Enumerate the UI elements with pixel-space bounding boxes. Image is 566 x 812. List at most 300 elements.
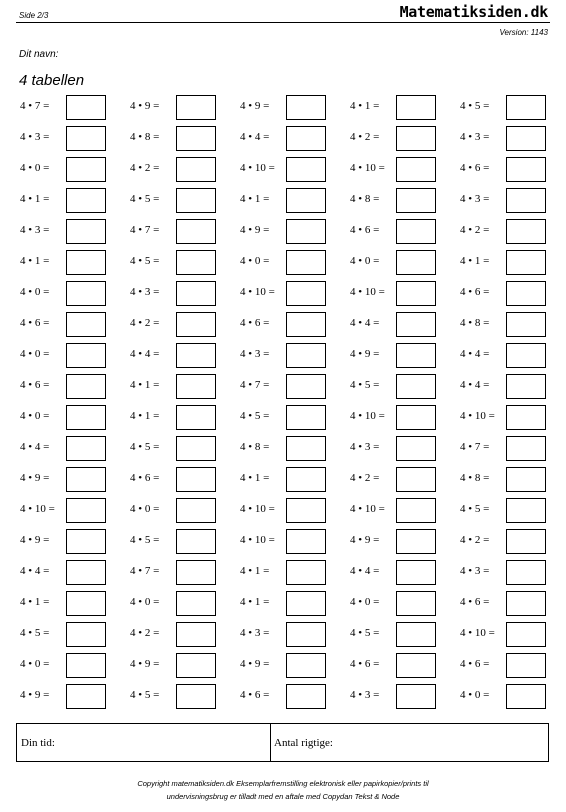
answer-box[interactable] [396,250,436,275]
exercise-cell [348,651,448,678]
exercise-row [0,372,566,403]
exercise-cell [128,248,228,275]
exercise-cell [18,93,118,120]
exercise-cell [18,620,118,647]
exercise-row [0,651,566,682]
answer-box[interactable] [286,374,326,399]
exercise-row [0,527,566,558]
exercise-cell [18,403,118,430]
exercise-expression: 4 • 3 = [460,131,490,143]
answer-box[interactable] [66,405,106,430]
exercise-expression: 4 • 1 = [130,379,160,391]
answer-box[interactable] [176,436,216,461]
answer-box[interactable] [396,684,436,709]
answer-box[interactable] [176,653,216,678]
exercise-cell [458,434,558,461]
answer-box[interactable] [396,436,436,461]
exercise-cell [238,310,338,337]
exercise-cell [238,124,338,151]
exercise-cell [348,124,448,151]
answer-box[interactable] [66,95,106,120]
exercise-expression: 4 • 8 = [460,472,490,484]
exercise-expression: 4 • 2 = [350,472,380,484]
exercise-cell [128,651,228,678]
answer-box[interactable] [286,95,326,120]
time-label: Din tid: [21,737,55,749]
exercise-cell [128,93,228,120]
exercise-expression: 4 • 2 = [130,627,160,639]
answer-box[interactable] [506,529,546,554]
exercise-cell [458,682,558,709]
exercise-cell [458,310,558,337]
exercise-cell [348,93,448,120]
exercise-cell [348,310,448,337]
exercise-cell [128,310,228,337]
exercise-cell [458,651,558,678]
exercise-expression: 4 • 1 = [240,193,270,205]
exercise-expression: 4 • 10 = [350,410,385,422]
exercise-cell [458,403,558,430]
exercise-cell [128,372,228,399]
exercise-expression: 4 • 3 = [240,348,270,360]
exercise-row [0,496,566,527]
answer-box[interactable] [66,219,106,244]
answer-box[interactable] [506,250,546,275]
exercise-expression: 4 • 10 = [240,534,275,546]
name-label: Dit navn: [19,49,59,60]
answer-box[interactable] [286,560,326,585]
exercise-cell [18,310,118,337]
exercise-expression: 4 • 1 = [20,596,50,608]
exercise-expression: 4 • 0 = [130,596,160,608]
answer-box[interactable] [286,343,326,368]
answer-box[interactable] [396,405,436,430]
answer-box[interactable] [176,374,216,399]
exercise-cell [18,341,118,368]
answer-box[interactable] [506,126,546,151]
exercise-expression: 4 • 5 = [350,627,380,639]
answer-box[interactable] [176,126,216,151]
exercise-cell [18,465,118,492]
correct-count-label: Antal rigtige: [274,737,333,749]
exercise-cell [458,589,558,616]
exercise-expression: 4 • 4 = [240,131,270,143]
exercise-cell [238,682,338,709]
exercise-expression: 4 • 0 = [460,689,490,701]
answer-box[interactable] [396,95,436,120]
answer-box[interactable] [176,312,216,337]
exercise-expression: 4 • 6 = [20,317,50,329]
answer-box[interactable] [286,157,326,182]
exercise-cell [238,465,338,492]
exercise-expression: 4 • 9 = [240,224,270,236]
answer-box[interactable] [286,591,326,616]
exercise-expression: 4 • 0 = [20,348,50,360]
exercise-cell [128,620,228,647]
answer-box[interactable] [506,374,546,399]
exercise-expression: 4 • 1 = [240,472,270,484]
exercise-expression: 4 • 8 = [240,441,270,453]
exercise-grid [0,93,566,713]
exercise-expression: 4 • 4 = [460,348,490,360]
answer-box[interactable] [396,157,436,182]
footer-box [16,723,549,762]
exercise-cell [458,248,558,275]
exercise-cell [348,558,448,585]
exercise-cell [238,248,338,275]
exercise-cell [348,217,448,244]
answer-box[interactable] [506,281,546,306]
exercise-cell [18,248,118,275]
exercise-row [0,589,566,620]
exercise-expression: 4 • 6 = [350,658,380,670]
exercise-expression: 4 • 1 = [20,255,50,267]
exercise-expression: 4 • 9 = [20,689,50,701]
answer-box[interactable] [66,684,106,709]
answer-box[interactable] [66,312,106,337]
answer-box[interactable] [396,498,436,523]
exercise-cell [458,217,558,244]
exercise-cell [128,434,228,461]
answer-box[interactable] [66,281,106,306]
exercise-expression: 4 • 9 = [130,100,160,112]
answer-box[interactable] [506,188,546,213]
exercise-row [0,682,566,713]
exercise-cell [238,372,338,399]
exercise-expression: 4 • 2 = [350,131,380,143]
exercise-cell [238,527,338,554]
exercise-cell [348,186,448,213]
exercise-expression: 4 • 10 = [20,503,55,515]
exercise-cell [18,558,118,585]
answer-box[interactable] [286,436,326,461]
exercise-cell [348,155,448,182]
answer-box[interactable] [396,653,436,678]
answer-box[interactable] [396,312,436,337]
answer-box[interactable] [286,405,326,430]
exercise-cell [238,651,338,678]
exercise-expression: 4 • 5 = [130,193,160,205]
exercise-cell [18,279,118,306]
answer-box[interactable] [506,653,546,678]
exercise-expression: 4 • 1 = [350,100,380,112]
answer-box[interactable] [286,467,326,492]
exercise-expression: 4 • 1 = [240,596,270,608]
exercise-expression: 4 • 10 = [460,627,495,639]
exercise-cell [458,527,558,554]
exercise-expression: 4 • 8 = [350,193,380,205]
answer-box[interactable] [286,622,326,647]
exercise-expression: 4 • 6 = [460,162,490,174]
exercise-expression: 4 • 6 = [20,379,50,391]
exercise-expression: 4 • 3 = [20,131,50,143]
exercise-cell [348,527,448,554]
exercise-expression: 4 • 10 = [240,286,275,298]
answer-box[interactable] [286,653,326,678]
exercise-cell [348,589,448,616]
answer-box[interactable] [176,250,216,275]
answer-box[interactable] [176,591,216,616]
exercise-expression: 4 • 6 = [350,224,380,236]
exercise-expression: 4 • 0 = [240,255,270,267]
exercise-expression: 4 • 9 = [240,100,270,112]
answer-box[interactable] [176,95,216,120]
exercise-expression: 4 • 5 = [130,689,160,701]
exercise-cell [18,434,118,461]
exercise-expression: 4 • 10 = [460,410,495,422]
answer-box[interactable] [66,529,106,554]
answer-box[interactable] [506,684,546,709]
answer-box[interactable] [176,281,216,306]
copyright-line-2: undervisningsbrug er tilladt med en aftale med Copydan Tekst & Node [166,792,400,801]
exercise-expression: 4 • 0 = [20,410,50,422]
exercise-cell [458,558,558,585]
exercise-expression: 4 • 0 = [350,255,380,267]
exercise-expression: 4 • 3 = [350,441,380,453]
exercise-expression: 4 • 5 = [240,410,270,422]
exercise-expression: 4 • 10 = [240,162,275,174]
answer-box[interactable] [176,219,216,244]
exercise-expression: 4 • 5 = [350,379,380,391]
exercise-expression: 4 • 3 = [130,286,160,298]
answer-box[interactable] [176,467,216,492]
exercise-expression: 4 • 6 = [460,596,490,608]
answer-box[interactable] [176,157,216,182]
answer-box[interactable] [176,529,216,554]
exercise-cell [128,341,228,368]
exercise-cell [238,496,338,523]
answer-box[interactable] [176,684,216,709]
answer-box[interactable] [506,591,546,616]
exercise-cell [238,341,338,368]
exercise-cell [128,589,228,616]
answer-box[interactable] [286,312,326,337]
exercise-cell [128,124,228,151]
exercise-expression: 4 • 4 = [350,565,380,577]
exercise-cell [128,279,228,306]
exercise-cell [458,372,558,399]
answer-box[interactable] [506,467,546,492]
answer-box[interactable] [286,126,326,151]
answer-box[interactable] [176,188,216,213]
exercise-expression: 4 • 0 = [130,503,160,515]
answer-box[interactable] [506,95,546,120]
answer-box[interactable] [396,219,436,244]
answer-box[interactable] [506,498,546,523]
worksheet-title: 4 tabellen [19,72,85,89]
answer-box[interactable] [286,498,326,523]
answer-box[interactable] [506,405,546,430]
exercise-cell [348,620,448,647]
exercise-expression: 4 • 7 = [20,100,50,112]
answer-box[interactable] [506,343,546,368]
exercise-cell [18,682,118,709]
answer-box[interactable] [66,374,106,399]
answer-box[interactable] [66,591,106,616]
exercise-expression: 4 • 1 = [460,255,490,267]
answer-box[interactable] [176,343,216,368]
exercise-expression: 4 • 6 = [240,317,270,329]
answer-box[interactable] [396,126,436,151]
answer-box[interactable] [176,405,216,430]
answer-box[interactable] [396,281,436,306]
footer-divider [270,724,271,761]
answer-box[interactable] [286,684,326,709]
exercise-cell [18,651,118,678]
exercise-cell [238,620,338,647]
exercise-expression: 4 • 8 = [130,131,160,143]
exercise-expression: 4 • 6 = [460,286,490,298]
answer-box[interactable] [396,343,436,368]
answer-box[interactable] [66,250,106,275]
exercise-expression: 4 • 0 = [20,286,50,298]
exercise-cell [238,93,338,120]
exercise-expression: 4 • 6 = [460,658,490,670]
exercise-expression: 4 • 9 = [240,658,270,670]
exercise-cell [128,465,228,492]
exercise-expression: 4 • 5 = [460,503,490,515]
exercise-row [0,310,566,341]
exercise-expression: 4 • 10 = [240,503,275,515]
exercise-expression: 4 • 10 = [350,286,385,298]
exercise-row [0,93,566,124]
answer-box[interactable] [396,591,436,616]
exercise-expression: 4 • 5 = [20,627,50,639]
exercise-cell [348,682,448,709]
exercise-cell [128,155,228,182]
exercise-expression: 4 • 9 = [350,534,380,546]
exercise-row [0,465,566,496]
exercise-cell [128,496,228,523]
exercise-expression: 4 • 2 = [130,162,160,174]
exercise-expression: 4 • 9 = [130,658,160,670]
answer-box[interactable] [506,560,546,585]
exercise-expression: 4 • 1 = [240,565,270,577]
answer-box[interactable] [66,498,106,523]
exercise-cell [238,186,338,213]
exercise-expression: 4 • 6 = [240,689,270,701]
exercise-cell [238,155,338,182]
exercise-expression: 4 • 1 = [20,193,50,205]
exercise-expression: 4 • 6 = [130,472,160,484]
answer-box[interactable] [66,126,106,151]
answer-box[interactable] [506,436,546,461]
answer-box[interactable] [286,188,326,213]
exercise-expression: 4 • 5 = [130,441,160,453]
exercise-expression: 4 • 3 = [460,565,490,577]
exercise-expression: 4 • 0 = [20,658,50,670]
exercise-cell [18,155,118,182]
exercise-cell [128,403,228,430]
exercise-cell [128,186,228,213]
exercise-expression: 4 • 0 = [350,596,380,608]
answer-box[interactable] [286,281,326,306]
exercise-row [0,155,566,186]
exercise-cell [238,403,338,430]
answer-box[interactable] [396,622,436,647]
exercise-expression: 4 • 10 = [350,503,385,515]
exercise-expression: 4 • 9 = [20,534,50,546]
exercise-cell [238,217,338,244]
exercise-expression: 4 • 9 = [20,472,50,484]
answer-box[interactable] [506,219,546,244]
answer-box[interactable] [66,560,106,585]
answer-box[interactable] [176,560,216,585]
exercise-cell [238,434,338,461]
exercise-cell [348,248,448,275]
answer-box[interactable] [506,157,546,182]
exercise-cell [18,589,118,616]
answer-box[interactable] [66,467,106,492]
exercise-cell [238,279,338,306]
exercise-expression: 4 • 7 = [130,224,160,236]
answer-box[interactable] [396,188,436,213]
exercise-cell [458,279,558,306]
version-label: Version: 1143 [499,28,548,37]
answer-box[interactable] [506,312,546,337]
copyright-line-1: Copyright matematiksiden.dk Eksemplarfremstilling elektronisk eller papirkopier/prints til [137,779,429,788]
exercise-cell [458,93,558,120]
answer-box[interactable] [176,498,216,523]
answer-box[interactable] [396,529,436,554]
brand-logo: Matematiksiden.dk [399,3,548,21]
exercise-row [0,124,566,155]
page-number: Side 2/3 [19,11,49,20]
answer-box[interactable] [66,157,106,182]
exercise-expression: 4 • 2 = [460,224,490,236]
answer-box[interactable] [396,467,436,492]
answer-box[interactable] [66,653,106,678]
exercise-cell [348,496,448,523]
answer-box[interactable] [396,374,436,399]
exercise-expression: 4 • 5 = [130,534,160,546]
exercise-cell [18,217,118,244]
header-rule [16,22,550,23]
exercise-cell [348,465,448,492]
exercise-row [0,403,566,434]
exercise-cell [238,589,338,616]
exercise-cell [128,558,228,585]
exercise-row [0,279,566,310]
exercise-cell [128,682,228,709]
exercise-row [0,217,566,248]
exercise-cell [348,372,448,399]
exercise-expression: 4 • 3 = [20,224,50,236]
answer-box[interactable] [286,529,326,554]
exercise-cell [458,186,558,213]
answer-box[interactable] [176,622,216,647]
exercise-cell [458,155,558,182]
answer-box[interactable] [286,250,326,275]
exercise-row [0,248,566,279]
exercise-cell [18,496,118,523]
answer-box[interactable] [66,436,106,461]
exercise-cell [458,620,558,647]
exercise-cell [458,496,558,523]
exercise-expression: 4 • 5 = [460,100,490,112]
exercise-expression: 4 • 7 = [460,441,490,453]
exercise-row [0,434,566,465]
answer-box[interactable] [506,622,546,647]
answer-box[interactable] [66,188,106,213]
answer-box[interactable] [286,219,326,244]
exercise-expression: 4 • 9 = [350,348,380,360]
answer-box[interactable] [66,343,106,368]
exercise-cell [18,124,118,151]
answer-box[interactable] [66,622,106,647]
answer-box[interactable] [396,560,436,585]
exercise-row [0,620,566,651]
